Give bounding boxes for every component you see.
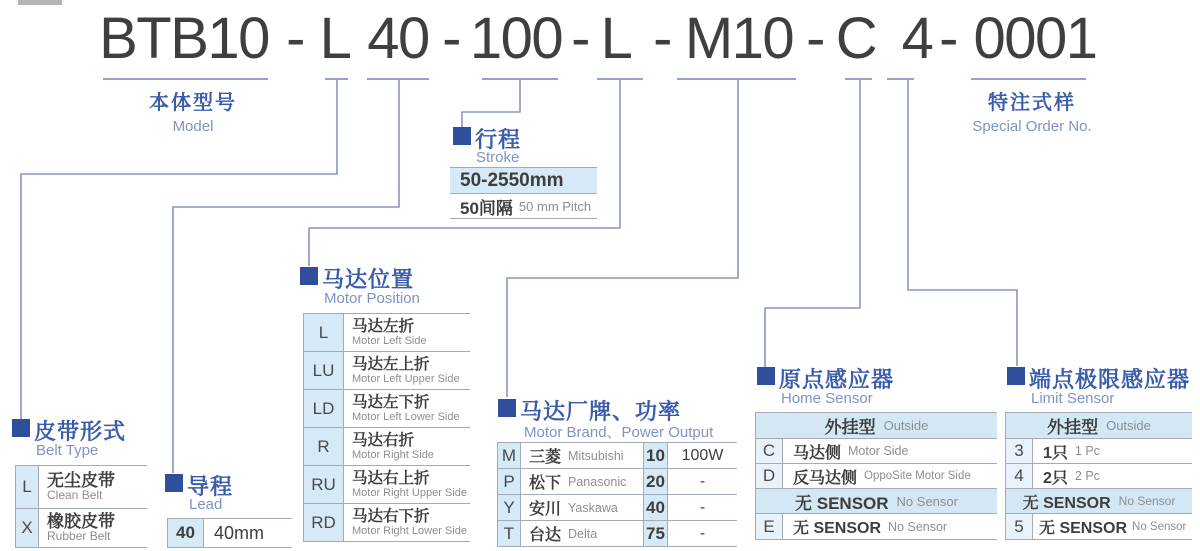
table-row	[756, 514, 997, 540]
home-sensor-zh: 马达侧	[793, 444, 842, 462]
home-sensor-table	[755, 412, 997, 540]
limit-sensor-zh: 1只	[1043, 444, 1068, 462]
motor-position-en: Motor Left Side	[352, 334, 427, 347]
home-sensor-nosensor-header	[756, 489, 997, 514]
motor-position-zh: 马达右折	[352, 431, 415, 449]
title-underlines	[103, 78, 1086, 80]
home-sensor-zh: 反马达侧	[793, 469, 858, 487]
outside-en: Outside	[883, 418, 929, 433]
outside-en: Outside	[1106, 418, 1151, 433]
underline-belt-code	[325, 78, 348, 80]
motor-brand-title-en: Motor Brand、Power Output	[524, 424, 714, 441]
belt-type-table	[15, 465, 147, 548]
title-dash: -	[939, 6, 957, 71]
table-row	[16, 509, 147, 548]
power-value: 100W	[681, 446, 724, 464]
motor-brand-en: Delta	[568, 526, 598, 541]
motor-brand-zh: 台达	[529, 527, 562, 544]
model-label	[149, 86, 237, 135]
home-sensor-code: C	[756, 439, 783, 463]
nosensor-en: No Sensor	[896, 493, 958, 509]
limit-sensor-code: 4	[1006, 464, 1033, 488]
motor-position-code: RU	[304, 466, 344, 503]
belt-type-en: Clean Belt	[47, 488, 103, 502]
table-row	[168, 519, 292, 548]
special-order-label	[972, 86, 1091, 135]
home-sensor-code: E	[756, 514, 783, 539]
title-dash: -	[442, 6, 460, 71]
title-dash: -	[806, 6, 824, 71]
motor-position-code: LD	[304, 390, 344, 427]
table-row	[304, 352, 470, 390]
connector-stroke	[462, 80, 520, 127]
stroke-pitch-en: 50 mm Pitch	[518, 198, 592, 214]
special-order-label-en: Special Order No.	[972, 118, 1092, 135]
home-sensor-title-en: Home Sensor	[781, 390, 873, 407]
motor-brand-title-zh: 马达厂牌、功率	[520, 399, 682, 424]
lead-value: 40mm	[214, 522, 265, 543]
limit-sensor-bullet-icon	[1007, 367, 1025, 385]
motor-position-en: Motor Right Lower Side	[352, 524, 467, 537]
power-code: 20	[643, 469, 668, 494]
title-seg-lead: 40	[367, 6, 429, 71]
home-sensor-bullet-icon	[757, 367, 775, 385]
motor-brand-zh: 安川	[529, 501, 562, 518]
table-row	[304, 390, 470, 428]
title-seg-home-sensor: C	[835, 6, 877, 71]
stroke-pitch-zh: 50间隔	[460, 198, 513, 218]
motor-position-zh: 马达左折	[352, 317, 415, 335]
motor-position-en: Motor Right Side	[352, 448, 434, 461]
stroke-bullet-icon	[453, 127, 471, 145]
cropped-tab-artifact	[18, 0, 62, 5]
table-row	[304, 314, 470, 352]
limit-sensor-en: 2 Pc	[1074, 469, 1100, 483]
motor-brand-code: M	[498, 443, 521, 468]
motor-position-code: R	[304, 428, 344, 465]
motor-position-en: Motor Left Upper Side	[352, 372, 460, 385]
motor-brand-zh: 三菱	[529, 449, 562, 466]
title-seg-motor-pos: L	[600, 6, 632, 71]
power-code: 75	[643, 521, 668, 546]
stroke-title-en: Stroke	[476, 149, 520, 166]
motor-brand-bullet-icon	[498, 399, 516, 417]
connector-home-sensor	[765, 80, 860, 367]
belt-type-zh: 橡胶皮带	[47, 512, 115, 531]
limit-sensor-nosensor-header	[1006, 489, 1192, 514]
nosensor-en: No Sensor	[1118, 494, 1176, 508]
table-row	[498, 521, 737, 547]
belt-type-code: X	[16, 509, 39, 547]
underline-motor-position-code	[597, 78, 643, 80]
motor-position-zh: 马达右上折	[352, 469, 430, 487]
special-order-label-zh: 特注式样	[988, 92, 1076, 114]
table-row	[756, 464, 997, 489]
underline-home-sensor-code	[845, 78, 872, 80]
stroke-range: 50-2550mm	[450, 168, 597, 194]
underline-motor-brand-code	[677, 78, 796, 80]
limit-sensor-code: 5	[1006, 514, 1033, 539]
table-row	[1006, 514, 1192, 540]
motor-position-code: LU	[304, 352, 344, 389]
title-seg-stroke: 100	[469, 6, 563, 71]
motor-position-en: Motor Right Upper Side	[352, 486, 467, 499]
model-label-en: Model	[172, 118, 214, 135]
limit-sensor-outside-header	[1006, 413, 1192, 439]
power-code: 10	[643, 443, 668, 468]
limit-sensor-en: No Sensor	[1132, 520, 1187, 533]
table-row	[498, 469, 737, 495]
table-row	[304, 466, 470, 504]
limit-sensor-en: 1 Pc	[1074, 444, 1100, 458]
title-seg-motor-brand: M10	[684, 6, 794, 71]
limit-sensor-table	[1005, 412, 1192, 540]
table-row	[498, 443, 737, 469]
motor-brand-en: Mitsubishi	[568, 448, 624, 463]
limit-sensor-zh: 无 SENSOR	[1039, 520, 1128, 537]
title-seg-belt: L	[319, 6, 351, 71]
home-sensor-code: D	[756, 464, 783, 488]
motor-position-en: Motor Left Lower Side	[352, 410, 460, 423]
motor-position-code: RD	[304, 504, 344, 541]
home-sensor-title-zh: 原点感应器	[779, 367, 895, 392]
underline-stroke-code	[482, 78, 558, 80]
limit-sensor-title-en: Limit Sensor	[1031, 390, 1115, 407]
table-row	[498, 495, 737, 521]
underline-special-code	[971, 78, 1086, 80]
outside-zh: 外挂型	[1047, 418, 1099, 437]
motor-brand-code: T	[498, 521, 521, 546]
connector-motor-brand	[507, 80, 738, 397]
motor-brand-code: P	[498, 469, 521, 494]
belt-type-bullet-icon	[12, 419, 30, 437]
limit-sensor-title-zh: 端点极限感应器	[1029, 367, 1191, 392]
title-dash: -	[653, 6, 671, 71]
lead-bullet-icon	[165, 474, 183, 492]
underline-limit-sensor-code	[887, 78, 914, 80]
limit-sensor-zh: 2只	[1043, 469, 1068, 487]
limit-sensor-code: 3	[1006, 439, 1033, 463]
motor-position-table	[303, 313, 470, 542]
table-row	[1006, 464, 1192, 489]
home-sensor-en: Motor Side	[848, 444, 909, 458]
title-dash: -	[286, 6, 304, 71]
model-label-zh: 本体型号	[149, 92, 237, 114]
motor-brand-code: Y	[498, 495, 521, 520]
motor-position-title-zh: 马达位置	[322, 267, 415, 292]
lead-code: 40	[168, 519, 204, 547]
home-sensor-zh: 无 SENSOR	[793, 520, 882, 537]
motor-brand-zh: 松下	[529, 475, 562, 492]
underline-lead-code	[367, 78, 429, 80]
table-row	[304, 504, 470, 542]
motor-position-zh: 马达左上折	[352, 355, 430, 373]
table-row	[1006, 439, 1192, 464]
home-sensor-en: No Sensor	[888, 519, 948, 534]
belt-type-title-zh: 皮带形式	[34, 419, 127, 444]
title-dash: -	[571, 6, 589, 71]
stroke-title-zh: 行程	[475, 127, 522, 152]
motor-brand-en: Yaskawa	[568, 500, 618, 515]
lead-title-en: Lead	[189, 496, 223, 513]
nosensor-zh: 无 SENSOR	[1022, 494, 1111, 512]
lead-title-zh: 导程	[187, 474, 234, 499]
table-row	[756, 439, 997, 464]
belt-type-zh: 无尘皮带	[47, 471, 115, 490]
motor-position-zh: 马达左下折	[352, 393, 430, 411]
underline-model	[103, 78, 268, 80]
motor-position-code: L	[304, 314, 344, 351]
motor-position-bullet-icon	[300, 267, 318, 285]
table-row	[304, 428, 470, 466]
power-code: 40	[643, 495, 668, 520]
motor-position-zh: 马达右下折	[352, 507, 430, 525]
belt-type-code: L	[16, 466, 39, 508]
motor-position-title-en: Motor Position	[324, 290, 420, 307]
title-seg-limit-sensor: 4	[901, 6, 933, 71]
belt-type-title-en: Belt Type	[36, 442, 99, 459]
motor-brand-en: Panasonic	[568, 474, 627, 489]
lead-table	[167, 518, 292, 548]
outside-zh: 外挂型	[824, 418, 876, 437]
home-sensor-outside-header	[756, 413, 997, 439]
power-value: -	[699, 498, 706, 516]
title-seg-model: BTB10	[99, 6, 269, 71]
nosensor-zh: 无 SENSOR	[795, 493, 889, 513]
home-sensor-en: OppoSite Motor Side	[864, 470, 971, 482]
stroke-table	[450, 167, 597, 219]
motor-brand-table	[497, 442, 737, 547]
power-value: -	[699, 472, 706, 490]
power-value: -	[699, 524, 706, 542]
table-row	[16, 466, 147, 509]
belt-type-en: Rubber Belt	[47, 529, 111, 543]
title-seg-special: 0001	[973, 6, 1097, 71]
